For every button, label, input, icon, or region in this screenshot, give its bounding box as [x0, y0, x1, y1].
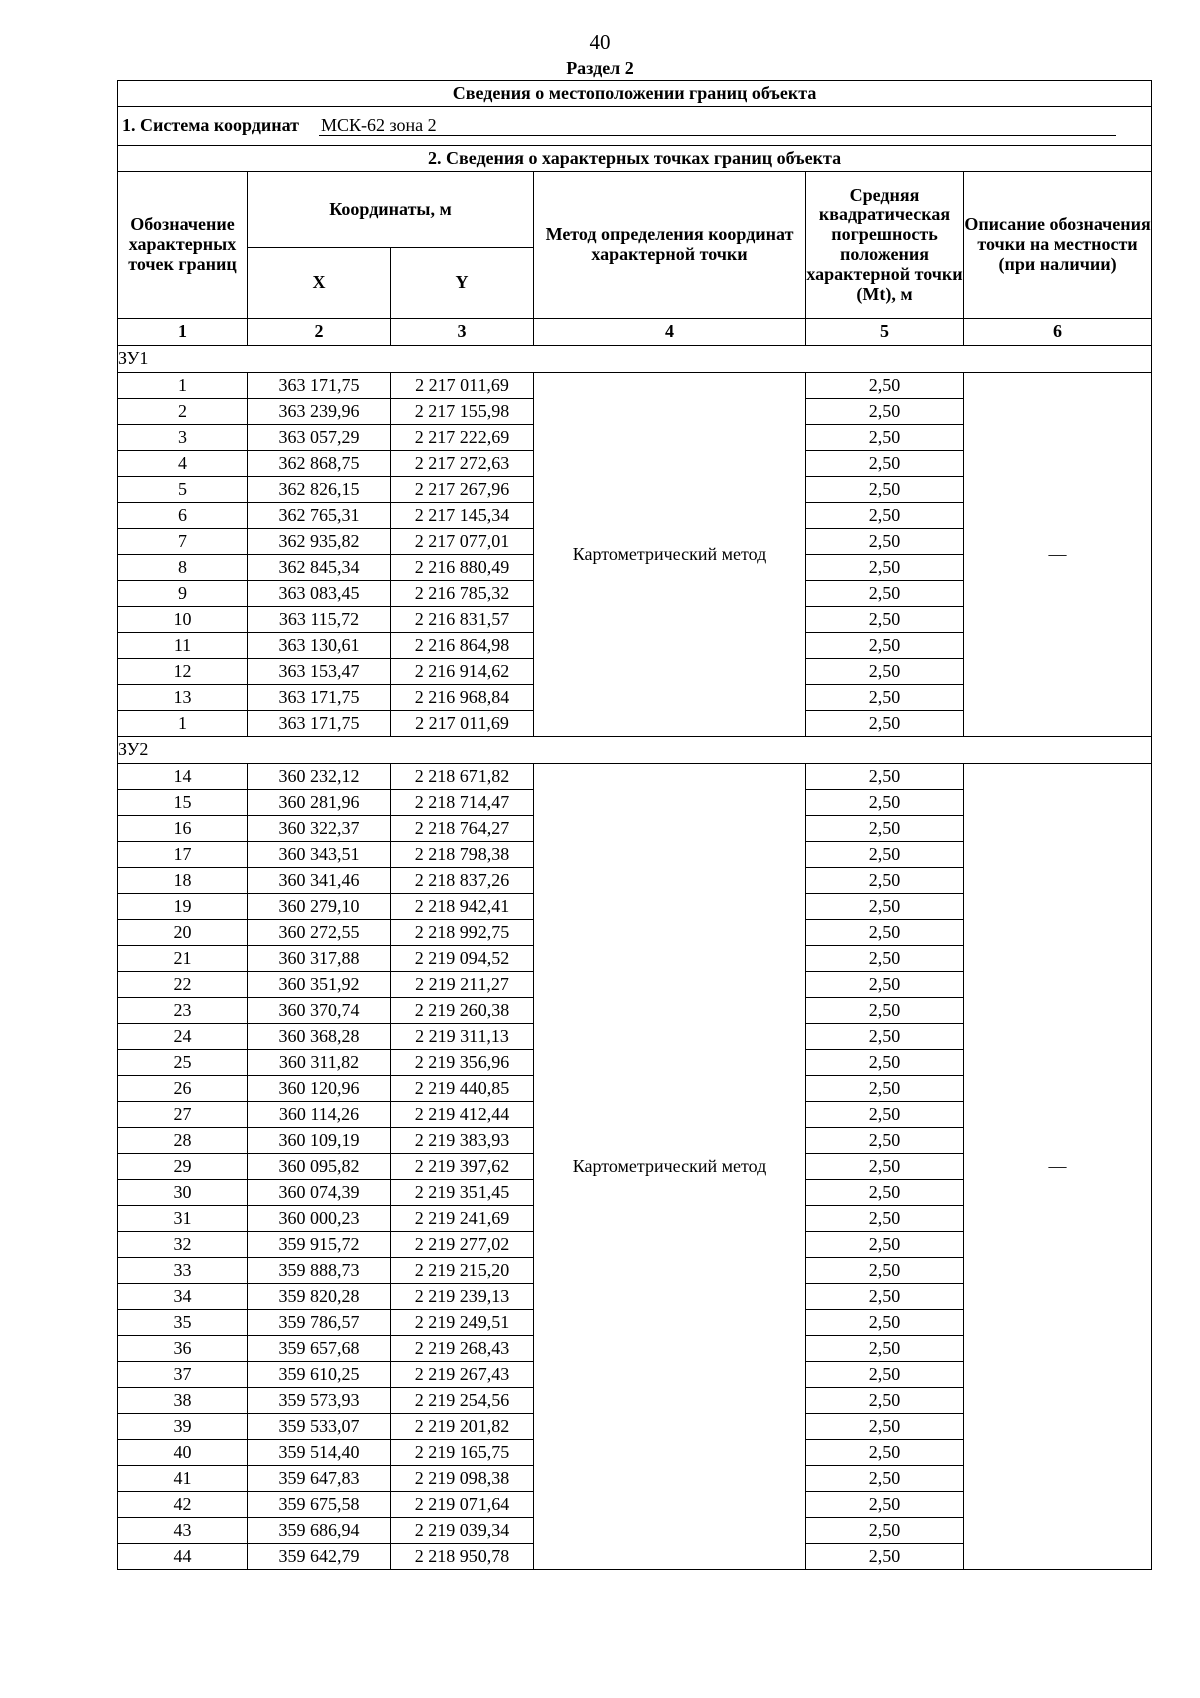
point-number: 29 [118, 1154, 248, 1180]
coord-system-label: 1. Система координат [122, 114, 299, 135]
coord-y: 2 217 222,69 [391, 425, 534, 451]
coord-y: 2 218 992,75 [391, 920, 534, 946]
coord-y: 2 217 272,63 [391, 451, 534, 477]
point-number: 8 [118, 555, 248, 581]
error-value: 2,50 [806, 555, 964, 581]
page-number: 40 [589, 30, 611, 54]
coord-x: 360 368,28 [248, 1024, 391, 1050]
point-number: 21 [118, 946, 248, 972]
coord-x: 360 317,88 [248, 946, 391, 972]
coord-system-cell [118, 107, 1152, 146]
column-number: 3 [391, 319, 534, 346]
coord-x: 363 171,75 [248, 711, 391, 737]
coord-y: 2 219 277,02 [391, 1232, 534, 1258]
error-value: 2,50 [806, 868, 964, 894]
coord-y: 2 219 241,69 [391, 1206, 534, 1232]
header-point-designation: Обозначение характерных точек границ [118, 172, 248, 319]
section-title: Раздел 2 [566, 58, 634, 78]
coord-x: 359 675,58 [248, 1492, 391, 1518]
error-value: 2,50 [806, 477, 964, 503]
error-value: 2,50 [806, 1544, 964, 1570]
coord-y: 2 216 785,32 [391, 581, 534, 607]
coord-y: 2 219 254,56 [391, 1388, 534, 1414]
point-number: 16 [118, 816, 248, 842]
group-header-row [118, 346, 1152, 373]
coord-y: 2 218 764,27 [391, 816, 534, 842]
group-label: ЗУ2 [118, 737, 1152, 764]
coord-x: 360 343,51 [248, 842, 391, 868]
point-number: 17 [118, 842, 248, 868]
coord-y: 2 219 356,96 [391, 1050, 534, 1076]
coord-y: 2 219 165,75 [391, 1440, 534, 1466]
coord-y: 2 217 145,34 [391, 503, 534, 529]
coord-y: 2 219 440,85 [391, 1076, 534, 1102]
coord-y: 2 216 864,98 [391, 633, 534, 659]
header-row-1 [118, 172, 1152, 248]
error-value: 2,50 [806, 842, 964, 868]
point-number: 32 [118, 1232, 248, 1258]
error-value: 2,50 [806, 920, 964, 946]
subsection-title-row [118, 146, 1152, 172]
error-value: 2,50 [806, 1024, 964, 1050]
coord-y: 2 216 831,57 [391, 607, 534, 633]
error-value: 2,50 [806, 1258, 964, 1284]
coord-x: 360 341,46 [248, 868, 391, 894]
point-number: 9 [118, 581, 248, 607]
coord-y: 2 219 201,82 [391, 1414, 534, 1440]
point-number: 7 [118, 529, 248, 555]
coord-x: 359 514,40 [248, 1440, 391, 1466]
coord-y: 2 219 239,13 [391, 1284, 534, 1310]
coord-x: 360 074,39 [248, 1180, 391, 1206]
error-value: 2,50 [806, 1362, 964, 1388]
column-number: 6 [964, 319, 1152, 346]
error-value: 2,50 [806, 1102, 964, 1128]
coord-y: 2 219 071,64 [391, 1492, 534, 1518]
coord-x: 359 533,07 [248, 1414, 391, 1440]
coord-x: 359 786,57 [248, 1310, 391, 1336]
point-number: 40 [118, 1440, 248, 1466]
point-number: 6 [118, 503, 248, 529]
header-y: Y [391, 248, 534, 319]
coord-y: 2 219 215,20 [391, 1258, 534, 1284]
header-error: Средняя квадратическая погрешность положения характерной точки (Mt), м [806, 172, 964, 319]
error-value: 2,50 [806, 633, 964, 659]
point-number: 3 [118, 425, 248, 451]
coord-y: 2 217 011,69 [391, 373, 534, 399]
coord-x: 360 095,82 [248, 1154, 391, 1180]
error-value: 2,50 [806, 790, 964, 816]
error-value: 2,50 [806, 659, 964, 685]
coord-x: 359 915,72 [248, 1232, 391, 1258]
header-x: X [248, 248, 391, 319]
coord-x: 359 888,73 [248, 1258, 391, 1284]
coord-y: 2 218 714,47 [391, 790, 534, 816]
point-number: 28 [118, 1128, 248, 1154]
point-number: 18 [118, 868, 248, 894]
coord-y: 2 219 397,62 [391, 1154, 534, 1180]
point-number: 24 [118, 1024, 248, 1050]
table-title-row [118, 81, 1152, 107]
coord-y: 2 218 798,38 [391, 842, 534, 868]
error-value: 2,50 [806, 1518, 964, 1544]
coord-system-value: МСК-62 зона 2 [319, 116, 1116, 137]
error-value: 2,50 [806, 1310, 964, 1336]
error-value: 2,50 [806, 1076, 964, 1102]
coord-x: 362 868,75 [248, 451, 391, 477]
coord-x: 360 114,26 [248, 1102, 391, 1128]
coord-x: 360 351,92 [248, 972, 391, 998]
point-number: 14 [118, 764, 248, 790]
coord-y: 2 219 260,38 [391, 998, 534, 1024]
coord-y: 2 217 155,98 [391, 399, 534, 425]
point-number: 12 [118, 659, 248, 685]
error-value: 2,50 [806, 685, 964, 711]
coord-x: 362 935,82 [248, 529, 391, 555]
point-number: 26 [118, 1076, 248, 1102]
coord-y: 2 216 968,84 [391, 685, 534, 711]
header-coordinates: Координаты, м [248, 172, 534, 248]
point-number: 44 [118, 1544, 248, 1570]
error-value: 2,50 [806, 1388, 964, 1414]
coord-y: 2 219 039,34 [391, 1518, 534, 1544]
coord-y: 2 218 671,82 [391, 764, 534, 790]
point-number: 11 [118, 633, 248, 659]
table-row [118, 764, 1152, 790]
error-value: 2,50 [806, 1336, 964, 1362]
coord-x: 362 845,34 [248, 555, 391, 581]
description-cell: — [964, 764, 1152, 1570]
coord-y: 2 217 011,69 [391, 711, 534, 737]
error-value: 2,50 [806, 764, 964, 790]
coord-y: 2 219 311,13 [391, 1024, 534, 1050]
coord-y: 2 219 098,38 [391, 1466, 534, 1492]
error-value: 2,50 [806, 1466, 964, 1492]
column-number: 4 [534, 319, 806, 346]
error-value: 2,50 [806, 607, 964, 633]
point-number: 25 [118, 1050, 248, 1076]
coord-x: 363 153,47 [248, 659, 391, 685]
point-number: 10 [118, 607, 248, 633]
coord-x: 360 279,10 [248, 894, 391, 920]
point-number: 35 [118, 1310, 248, 1336]
coord-y: 2 219 351,45 [391, 1180, 534, 1206]
coord-system-row [118, 107, 1152, 146]
coord-x: 359 647,83 [248, 1466, 391, 1492]
point-number: 19 [118, 894, 248, 920]
error-value: 2,50 [806, 399, 964, 425]
column-number: 5 [806, 319, 964, 346]
coord-y: 2 219 094,52 [391, 946, 534, 972]
header-method: Метод определения координат характерной точки [534, 172, 806, 319]
coord-x: 360 322,37 [248, 816, 391, 842]
point-number: 34 [118, 1284, 248, 1310]
point-number: 43 [118, 1518, 248, 1544]
coord-y: 2 216 880,49 [391, 555, 534, 581]
group-header-row [118, 737, 1152, 764]
coord-y: 2 217 077,01 [391, 529, 534, 555]
coord-y: 2 218 950,78 [391, 1544, 534, 1570]
point-number: 38 [118, 1388, 248, 1414]
error-value: 2,50 [806, 816, 964, 842]
coord-y: 2 219 268,43 [391, 1336, 534, 1362]
column-number: 2 [248, 319, 391, 346]
coord-x: 360 272,55 [248, 920, 391, 946]
coord-x: 362 765,31 [248, 503, 391, 529]
coord-x: 363 171,75 [248, 373, 391, 399]
error-value: 2,50 [806, 1180, 964, 1206]
table-title: Сведения о местоположении границ объекта [118, 81, 1152, 107]
coord-y: 2 219 249,51 [391, 1310, 534, 1336]
point-number: 36 [118, 1336, 248, 1362]
coord-x: 359 610,25 [248, 1362, 391, 1388]
coord-x: 363 115,72 [248, 607, 391, 633]
coord-x: 360 000,23 [248, 1206, 391, 1232]
point-number: 4 [118, 451, 248, 477]
error-value: 2,50 [806, 373, 964, 399]
table-row [118, 373, 1152, 399]
point-number: 37 [118, 1362, 248, 1388]
coord-x: 363 057,29 [248, 425, 391, 451]
coord-x: 362 826,15 [248, 477, 391, 503]
point-number: 5 [118, 477, 248, 503]
column-number: 1 [118, 319, 248, 346]
point-number: 1 [118, 373, 248, 399]
boundary-points-table [117, 80, 1152, 1570]
point-number: 31 [118, 1206, 248, 1232]
coord-y: 2 216 914,62 [391, 659, 534, 685]
error-value: 2,50 [806, 1414, 964, 1440]
coord-x: 359 642,79 [248, 1544, 391, 1570]
point-number: 41 [118, 1466, 248, 1492]
point-number: 22 [118, 972, 248, 998]
point-number: 33 [118, 1258, 248, 1284]
error-value: 2,50 [806, 894, 964, 920]
description-cell: — [964, 373, 1152, 737]
coord-x: 360 120,96 [248, 1076, 391, 1102]
error-value: 2,50 [806, 1440, 964, 1466]
coord-x: 359 820,28 [248, 1284, 391, 1310]
error-value: 2,50 [806, 503, 964, 529]
coord-x: 363 083,45 [248, 581, 391, 607]
coord-y: 2 218 942,41 [391, 894, 534, 920]
coord-y: 2 219 383,93 [391, 1128, 534, 1154]
point-number: 2 [118, 399, 248, 425]
coord-x: 359 573,93 [248, 1388, 391, 1414]
error-value: 2,50 [806, 529, 964, 555]
error-value: 2,50 [806, 1154, 964, 1180]
error-value: 2,50 [806, 1128, 964, 1154]
method-cell: Картометрический метод [534, 373, 806, 737]
error-value: 2,50 [806, 1206, 964, 1232]
header-description: Описание обозначения точки на местности (при наличии) [964, 172, 1152, 319]
error-value: 2,50 [806, 972, 964, 998]
coord-y: 2 219 267,43 [391, 1362, 534, 1388]
point-number: 27 [118, 1102, 248, 1128]
coord-x: 363 130,61 [248, 633, 391, 659]
column-numbers-row [118, 319, 1152, 346]
error-value: 2,50 [806, 946, 964, 972]
subsection-title: 2. Сведения о характерных точках границ объекта [118, 146, 1152, 172]
point-number: 39 [118, 1414, 248, 1440]
coord-x: 360 232,12 [248, 764, 391, 790]
coord-x: 363 171,75 [248, 685, 391, 711]
error-value: 2,50 [806, 1050, 964, 1076]
point-number: 30 [118, 1180, 248, 1206]
error-value: 2,50 [806, 425, 964, 451]
point-number: 15 [118, 790, 248, 816]
coord-x: 360 281,96 [248, 790, 391, 816]
coord-y: 2 218 837,26 [391, 868, 534, 894]
point-number: 13 [118, 685, 248, 711]
error-value: 2,50 [806, 581, 964, 607]
point-number: 20 [118, 920, 248, 946]
point-number: 1 [118, 711, 248, 737]
error-value: 2,50 [806, 711, 964, 737]
error-value: 2,50 [806, 1492, 964, 1518]
error-value: 2,50 [806, 1284, 964, 1310]
coord-y: 2 219 211,27 [391, 972, 534, 998]
coord-x: 360 109,19 [248, 1128, 391, 1154]
coord-x: 363 239,96 [248, 399, 391, 425]
point-number: 42 [118, 1492, 248, 1518]
coord-x: 360 370,74 [248, 998, 391, 1024]
coord-x: 360 311,82 [248, 1050, 391, 1076]
error-value: 2,50 [806, 1232, 964, 1258]
method-cell: Картометрический метод [534, 764, 806, 1570]
group-label: ЗУ1 [118, 346, 1152, 373]
error-value: 2,50 [806, 451, 964, 477]
error-value: 2,50 [806, 998, 964, 1024]
coord-y: 2 219 412,44 [391, 1102, 534, 1128]
point-number: 23 [118, 998, 248, 1024]
coord-x: 359 657,68 [248, 1336, 391, 1362]
coord-y: 2 217 267,96 [391, 477, 534, 503]
coord-x: 359 686,94 [248, 1518, 391, 1544]
